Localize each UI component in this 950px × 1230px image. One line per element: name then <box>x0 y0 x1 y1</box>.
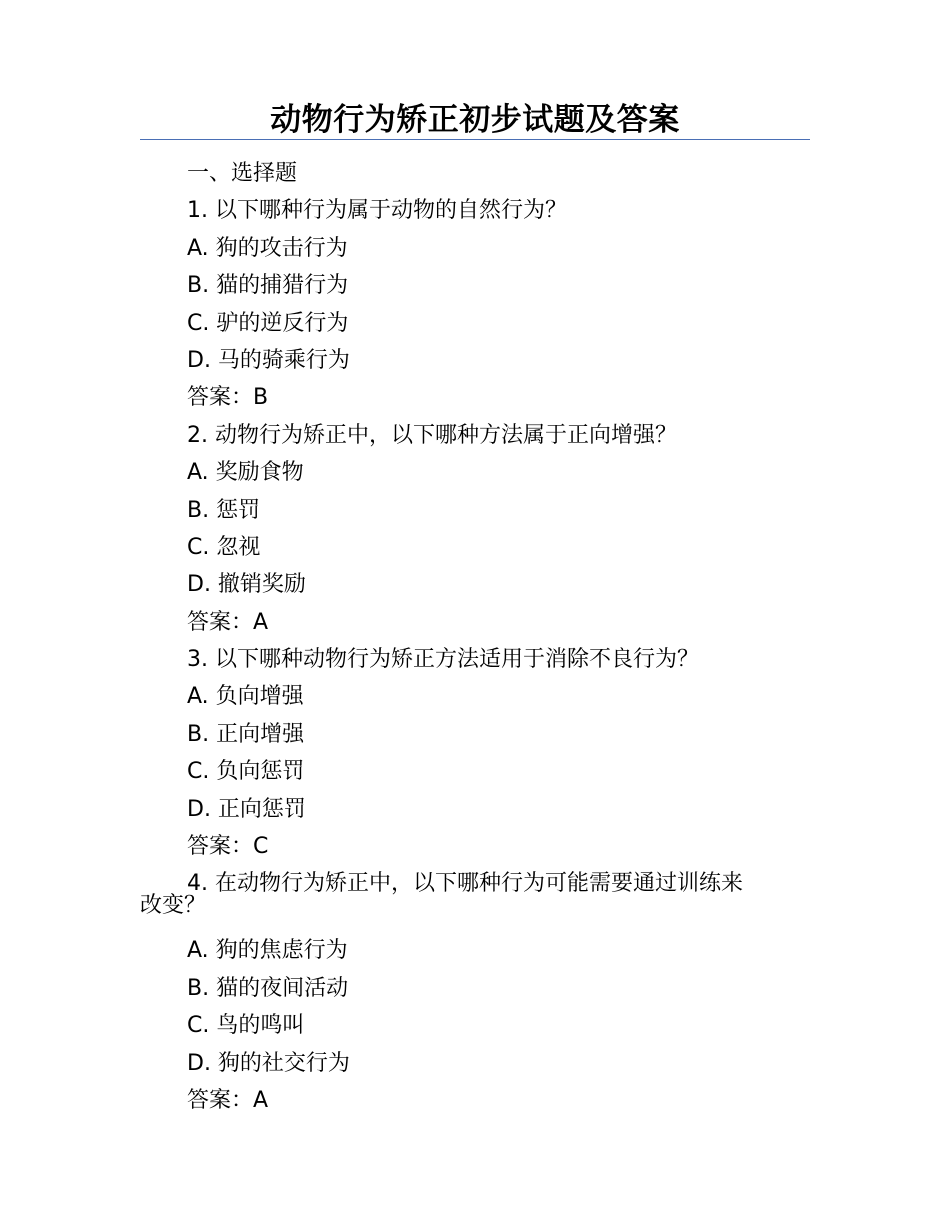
title-underline <box>140 139 810 140</box>
section-heading: 一、选择题 <box>187 161 298 186</box>
option-d: D. 撤销奖励 <box>187 572 306 598</box>
option-d: D. 狗的社交行为 <box>187 1050 350 1076</box>
question-1 <box>187 192 827 416</box>
answer-line: 答案：C <box>187 834 269 860</box>
option-c: C. 负向惩罚 <box>187 759 305 785</box>
question-4 <box>140 870 827 1119</box>
option-d: D. 正向惩罚 <box>187 796 306 822</box>
option-a: A. 狗的焦虑行为 <box>187 938 348 964</box>
answer-line: 答案：A <box>187 1087 269 1113</box>
document-title: 动物行为矫正初步试题及答案 <box>270 102 680 138</box>
option-d: D. 马的骑乘行为 <box>187 347 350 373</box>
option-a: A. 负向增强 <box>187 684 304 710</box>
question-text-line-1: 4. 在动物行为矫正中，以下哪种行为可能需要通过训练来 <box>187 871 743 897</box>
option-c: C. 驴的逆反行为 <box>187 310 349 336</box>
option-a: A. 奖励食物 <box>187 460 304 486</box>
question-text: 3. 以下哪种动物行为矫正方法适用于消除不良行为？ <box>187 647 699 673</box>
option-b: B. 惩罚 <box>187 497 261 523</box>
option-b: B. 正向增强 <box>187 721 305 747</box>
answer-line: 答案：B <box>187 385 269 411</box>
answer-line: 答案：A <box>187 609 269 635</box>
question-text: 2. 动物行为矫正中，以下哪种方法属于正向增强？ <box>187 422 677 448</box>
question-text: 1. 以下哪种行为属于动物的自然行为？ <box>187 198 567 224</box>
question-text-line-2: 改变？ <box>140 893 207 919</box>
question-2 <box>187 417 827 641</box>
option-b: B. 猫的捕猎行为 <box>187 273 349 299</box>
option-b: B. 猫的夜间活动 <box>187 975 349 1001</box>
question-3 <box>187 641 827 865</box>
option-c: C. 忽视 <box>187 534 261 560</box>
document-body <box>140 155 827 1119</box>
question-text <box>140 870 827 932</box>
option-c: C. 鸟的鸣叫 <box>187 1013 305 1039</box>
option-a: A. 狗的攻击行为 <box>187 235 348 261</box>
